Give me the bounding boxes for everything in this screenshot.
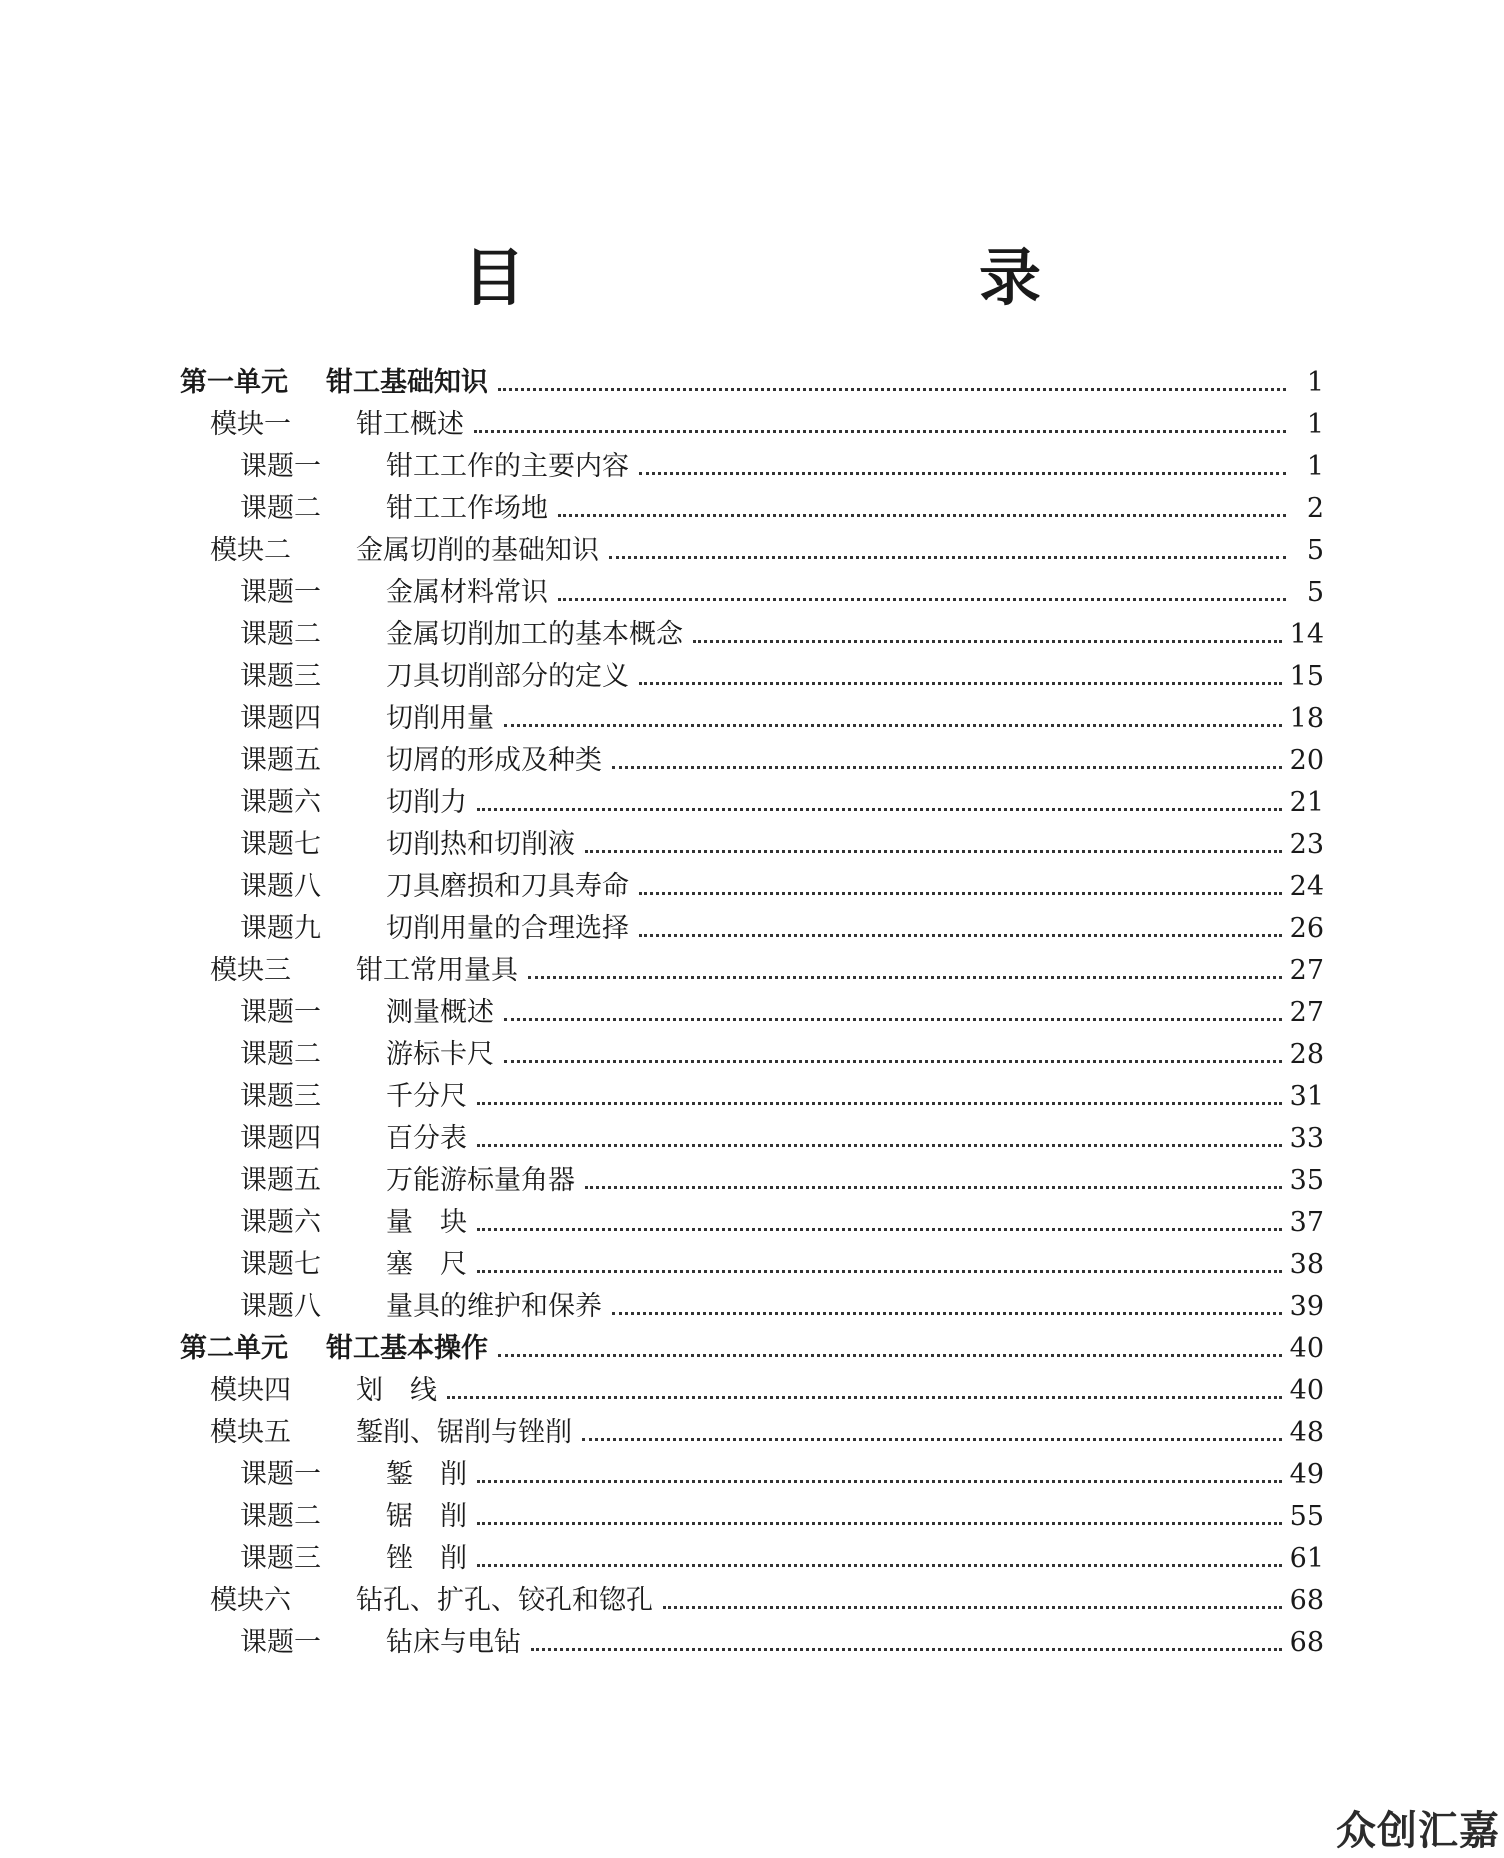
toc-entry-number: 课题七 bbox=[240, 829, 321, 860]
toc-entry-lesson[interactable] bbox=[180, 1160, 1324, 1202]
toc-entry-page-number: 38 bbox=[1289, 1249, 1324, 1280]
dot-leader bbox=[477, 1521, 1282, 1525]
toc-entry-title: 钳工工作的主要内容 bbox=[386, 451, 629, 482]
toc-entry-title: 錾削、锯削与锉削 bbox=[356, 1417, 572, 1448]
toc-entry-title: 切削热和切削液 bbox=[386, 829, 575, 860]
toc-entry-page-number: 24 bbox=[1289, 871, 1324, 902]
dot-leader bbox=[609, 555, 1286, 559]
dot-leader bbox=[663, 1605, 1282, 1609]
toc-entry-number: 课题二 bbox=[240, 1501, 321, 1532]
toc-entry-title: 钻床与电钻 bbox=[386, 1627, 521, 1658]
dot-leader bbox=[639, 891, 1282, 895]
toc-entry-page-number: 61 bbox=[1289, 1543, 1324, 1574]
toc-entry-page-number: 20 bbox=[1289, 745, 1324, 776]
toc-entry-lesson[interactable] bbox=[180, 1076, 1324, 1118]
toc-entry-title: 锉 削 bbox=[386, 1543, 467, 1574]
toc-entry-title: 切削用量 bbox=[386, 703, 494, 734]
toc-entry-title: 金属材料常识 bbox=[386, 577, 548, 608]
toc-entry-title: 钳工基础知识 bbox=[326, 367, 488, 398]
dot-leader bbox=[693, 639, 1282, 643]
toc-entry-title: 刀具切削部分的定义 bbox=[386, 661, 629, 692]
toc-entry-title: 钳工工作场地 bbox=[386, 493, 548, 524]
toc-entry-unit[interactable] bbox=[180, 362, 1324, 404]
toc-entry-number: 课题八 bbox=[240, 1291, 321, 1322]
toc-entry-lesson[interactable] bbox=[180, 866, 1324, 908]
toc-entry-title: 切削力 bbox=[386, 787, 467, 818]
toc-entry-number: 课题三 bbox=[240, 1543, 321, 1574]
toc-entry-number: 课题四 bbox=[240, 1123, 321, 1154]
toc-entry-unit[interactable] bbox=[180, 1328, 1324, 1370]
toc-entry-page-number: 31 bbox=[1289, 1081, 1324, 1112]
toc-entry-page-number: 68 bbox=[1289, 1627, 1324, 1658]
toc-entry-number: 课题四 bbox=[240, 703, 321, 734]
toc-entry-page-number: 33 bbox=[1289, 1123, 1324, 1154]
toc-entry-title: 金属切削加工的基本概念 bbox=[386, 619, 683, 650]
toc-entry-lesson[interactable] bbox=[180, 698, 1324, 740]
toc-entry-page-number: 1 bbox=[1306, 409, 1324, 440]
toc-entry-title: 金属切削的基础知识 bbox=[356, 535, 599, 566]
toc-entry-title: 百分表 bbox=[386, 1123, 467, 1154]
toc-entry-number: 课题六 bbox=[240, 787, 321, 818]
toc-entry-module[interactable] bbox=[180, 950, 1324, 992]
dot-leader bbox=[585, 1185, 1282, 1189]
toc-entry-number: 课题三 bbox=[240, 661, 321, 692]
dot-leader bbox=[504, 1017, 1282, 1021]
toc-entry-number: 课题九 bbox=[240, 913, 321, 944]
toc-entry-lesson[interactable] bbox=[180, 740, 1324, 782]
toc-entry-page-number: 23 bbox=[1289, 829, 1324, 860]
toc-entry-title: 钻孔、扩孔、铰孔和锪孔 bbox=[356, 1585, 653, 1616]
toc-entry-page-number: 35 bbox=[1289, 1165, 1324, 1196]
toc-entry-lesson[interactable] bbox=[180, 572, 1324, 614]
toc-entry-lesson[interactable] bbox=[180, 488, 1324, 530]
dot-leader bbox=[477, 1227, 1282, 1231]
table-of-contents bbox=[180, 362, 1324, 1664]
toc-entry-number: 模块四 bbox=[210, 1375, 291, 1406]
toc-entry-title: 划 线 bbox=[356, 1375, 437, 1406]
toc-entry-title: 钳工常用量具 bbox=[356, 955, 518, 986]
toc-entry-page-number: 26 bbox=[1289, 913, 1324, 944]
toc-entry-number: 课题五 bbox=[240, 1165, 321, 1196]
toc-entry-page-number: 21 bbox=[1289, 787, 1324, 818]
dot-leader bbox=[477, 1269, 1282, 1273]
dot-leader bbox=[528, 975, 1282, 979]
toc-entry-title: 刀具磨损和刀具寿命 bbox=[386, 871, 629, 902]
dot-leader bbox=[639, 681, 1282, 685]
toc-entry-page-number: 55 bbox=[1289, 1501, 1324, 1532]
toc-entry-page-number: 49 bbox=[1289, 1459, 1324, 1490]
toc-entry-number: 课题一 bbox=[240, 577, 321, 608]
dot-leader bbox=[582, 1437, 1282, 1441]
toc-entry-number: 课题七 bbox=[240, 1249, 321, 1280]
toc-entry-page-number: 27 bbox=[1289, 955, 1324, 986]
dot-leader bbox=[639, 933, 1282, 937]
toc-entry-lesson[interactable] bbox=[180, 1286, 1324, 1328]
toc-entry-lesson[interactable] bbox=[180, 782, 1324, 824]
toc-entry-page-number: 5 bbox=[1306, 535, 1324, 566]
toc-entry-number: 模块二 bbox=[210, 535, 291, 566]
toc-entry-page-number: 18 bbox=[1289, 703, 1324, 734]
toc-entry-number: 课题二 bbox=[240, 1039, 321, 1070]
toc-entry-page-number: 1 bbox=[1306, 451, 1324, 482]
toc-entry-lesson[interactable] bbox=[180, 446, 1324, 488]
toc-entry-number: 课题三 bbox=[240, 1081, 321, 1112]
toc-entry-title: 钳工概述 bbox=[356, 409, 464, 440]
dot-leader bbox=[498, 1353, 1282, 1357]
toc-entry-number: 课题八 bbox=[240, 871, 321, 902]
toc-entry-lesson[interactable] bbox=[180, 824, 1324, 866]
dot-leader bbox=[558, 597, 1286, 601]
dot-leader bbox=[504, 1059, 1282, 1063]
toc-entry-page-number: 28 bbox=[1289, 1039, 1324, 1070]
watermark-logo: 众创汇嘉 bbox=[1336, 1808, 1500, 1854]
toc-entry-page-number: 15 bbox=[1289, 661, 1324, 692]
dot-leader bbox=[531, 1647, 1282, 1651]
dot-leader bbox=[612, 765, 1282, 769]
toc-entry-module[interactable] bbox=[180, 1412, 1324, 1454]
toc-entry-lesson[interactable] bbox=[180, 908, 1324, 950]
toc-entry-number: 课题一 bbox=[240, 451, 321, 482]
toc-entry-lesson[interactable] bbox=[180, 1202, 1324, 1244]
toc-entry-lesson[interactable] bbox=[180, 1244, 1324, 1286]
toc-entry-number: 课题二 bbox=[240, 619, 321, 650]
toc-entry-number: 课题一 bbox=[240, 1627, 321, 1658]
toc-entry-number: 课题一 bbox=[240, 997, 321, 1028]
toc-entry-lesson[interactable] bbox=[180, 1454, 1324, 1496]
toc-entry-title: 锯 削 bbox=[386, 1501, 467, 1532]
toc-entry-lesson[interactable] bbox=[180, 1118, 1324, 1160]
toc-entry-lesson[interactable] bbox=[180, 614, 1324, 656]
dot-leader bbox=[477, 1143, 1282, 1147]
dot-leader bbox=[498, 387, 1286, 391]
toc-entry-page-number: 48 bbox=[1289, 1417, 1324, 1448]
toc-entry-lesson[interactable] bbox=[180, 1496, 1324, 1538]
toc-entry-number: 模块五 bbox=[210, 1417, 291, 1448]
dot-leader bbox=[585, 849, 1282, 853]
toc-entry-page-number: 5 bbox=[1306, 577, 1324, 608]
toc-entry-lesson[interactable] bbox=[180, 992, 1324, 1034]
toc-entry-title: 切屑的形成及种类 bbox=[386, 745, 602, 776]
dot-leader bbox=[612, 1311, 1282, 1315]
toc-entry-page-number: 14 bbox=[1289, 619, 1324, 650]
toc-entry-number: 模块一 bbox=[210, 409, 291, 440]
toc-entry-number: 第二单元 bbox=[180, 1333, 288, 1364]
toc-entry-page-number: 40 bbox=[1289, 1375, 1324, 1406]
dot-leader bbox=[477, 807, 1282, 811]
toc-entry-title: 测量概述 bbox=[386, 997, 494, 1028]
toc-entry-page-number: 68 bbox=[1289, 1585, 1324, 1616]
toc-entry-module[interactable] bbox=[180, 404, 1324, 446]
dot-leader bbox=[477, 1479, 1282, 1483]
toc-entry-title: 塞 尺 bbox=[386, 1249, 467, 1280]
toc-entry-number: 课题六 bbox=[240, 1207, 321, 1238]
toc-entry-number: 课题五 bbox=[240, 745, 321, 776]
toc-entry-module[interactable] bbox=[180, 1580, 1324, 1622]
dot-leader bbox=[558, 513, 1286, 517]
toc-entry-number: 课题二 bbox=[240, 493, 321, 524]
toc-entry-title: 量具的维护和保养 bbox=[386, 1291, 602, 1322]
toc-entry-title: 钳工基本操作 bbox=[326, 1333, 488, 1364]
toc-entry-module[interactable] bbox=[180, 1370, 1324, 1412]
toc-entry-page-number: 1 bbox=[1306, 367, 1324, 398]
toc-entry-title: 量 块 bbox=[386, 1207, 467, 1238]
toc-entry-page-number: 39 bbox=[1289, 1291, 1324, 1322]
toc-entry-lesson[interactable] bbox=[180, 656, 1324, 698]
toc-entry-page-number: 40 bbox=[1289, 1333, 1324, 1364]
toc-entry-number: 模块六 bbox=[210, 1585, 291, 1616]
dot-leader bbox=[447, 1395, 1282, 1399]
toc-entry-number: 模块三 bbox=[210, 955, 291, 986]
toc-entry-page-number: 27 bbox=[1289, 997, 1324, 1028]
toc-entry-title: 游标卡尺 bbox=[386, 1039, 494, 1070]
toc-entry-title: 切削用量的合理选择 bbox=[386, 913, 629, 944]
toc-entry-lesson[interactable] bbox=[180, 1034, 1324, 1076]
toc-entry-title: 万能游标量角器 bbox=[386, 1165, 575, 1196]
toc-entry-title: 千分尺 bbox=[386, 1081, 467, 1112]
toc-entry-module[interactable] bbox=[180, 530, 1324, 572]
dot-leader bbox=[639, 471, 1286, 475]
page-title: 目 录 bbox=[462, 241, 1151, 314]
dot-leader bbox=[474, 429, 1286, 433]
toc-entry-title: 錾 削 bbox=[386, 1459, 467, 1490]
toc-entry-lesson[interactable] bbox=[180, 1622, 1324, 1664]
dot-leader bbox=[504, 723, 1282, 727]
toc-entry-lesson[interactable] bbox=[180, 1538, 1324, 1580]
dot-leader bbox=[477, 1101, 1282, 1105]
toc-entry-page-number: 37 bbox=[1289, 1207, 1324, 1238]
toc-entry-page-number: 2 bbox=[1306, 493, 1324, 524]
toc-entry-number: 课题一 bbox=[240, 1459, 321, 1490]
dot-leader bbox=[477, 1563, 1282, 1567]
toc-entry-number: 第一单元 bbox=[180, 367, 288, 398]
